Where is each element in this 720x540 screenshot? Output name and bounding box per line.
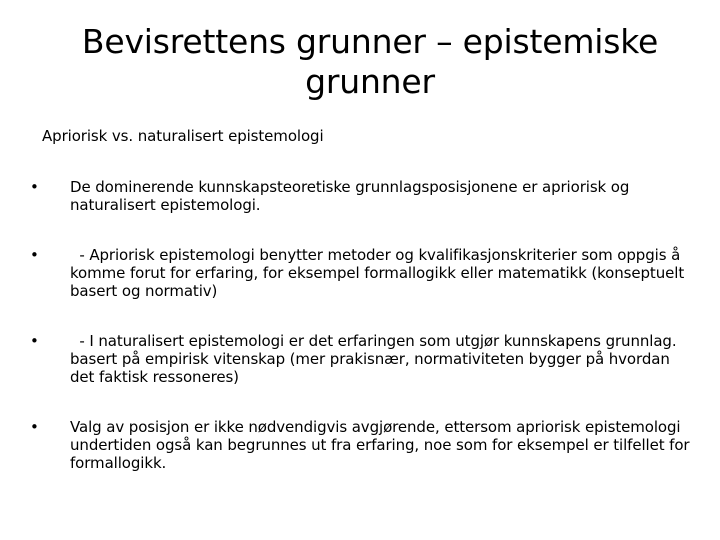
slide-title: Bevisrettens grunner – epistemiske grunner	[81, 22, 659, 101]
bullet-text: De dominerende kunnskapsteoretiske grunnlagsposisjonene er apriorisk og naturalisert epistemologi.	[70, 178, 630, 214]
slide-subtitle: Apriorisk vs. naturalisert epistemologi	[42, 127, 324, 145]
bullet-list	[30, 178, 690, 472]
bullet-dot: •	[30, 178, 39, 196]
bullet-text: - Apriorisk epistemologi benytter metoder og kvalifikasjonskriterier som oppgis å komme forut for erfaring, for eksempel formallogikk eller matematikk (konseptuelt basert og normativ)	[70, 246, 689, 300]
bullet-dot: •	[30, 332, 39, 350]
bullet-item	[30, 332, 690, 386]
bullet-item	[30, 178, 690, 214]
bullet-text: - I naturalisert epistemologi er det erfaringen som utgjør kunnskapens grunnlag. basert på empirisk vitenskap (mer prakisnær, normativiteten bygger på hvordan det faktisk ressoneres)	[70, 332, 682, 386]
bullet-text: Valg av posisjon er ikke nødvendigvis avgjørende, ettersom apriorisk epistemologi undertiden også kan begrunnes ut fra erfaring, noe som for eksempel er tilfellet for formallogikk.	[70, 418, 690, 472]
bullet-item	[30, 418, 690, 472]
bullet-dot: •	[30, 246, 39, 264]
bullet-dot: •	[30, 418, 39, 436]
bullet-item	[30, 246, 690, 300]
